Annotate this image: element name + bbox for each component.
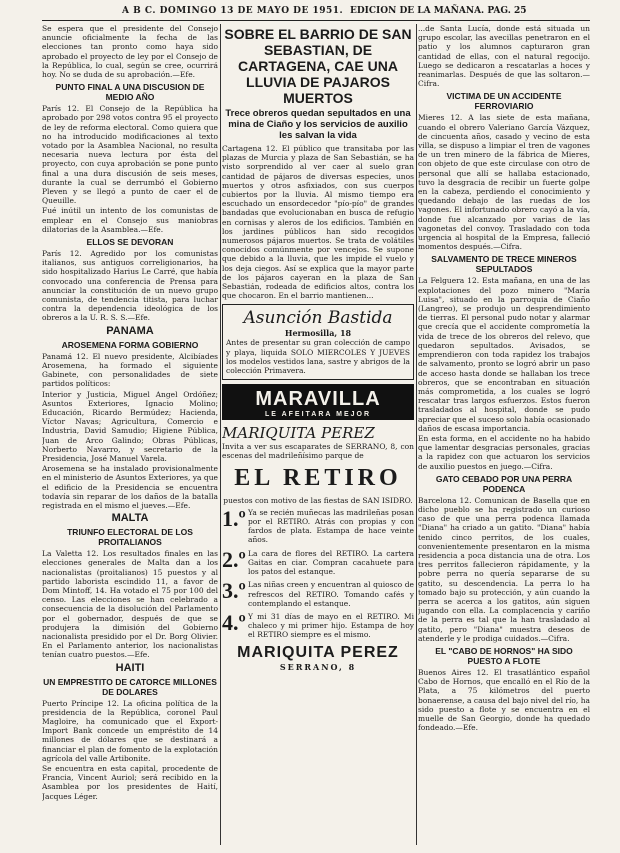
item-text: La cara de flores del RETIRO. La cartera Gaitas en ciar. Compran cacahuete para los patos del estanque. — [248, 548, 414, 577]
article-body: Arosemena se ha instalado provisionalmente en el ministerio de Asuntos Exteriores, ya que el edificio de la Presidencia se encuentra todavía sin reparar de los daños de la batalla registrada en el mismo el jueves.—Efe. — [42, 464, 218, 510]
ad-brand: MARAVILLA — [255, 388, 381, 411]
article-body: París 12. El Consejo de la República ha aprobado por 298 votos contra 95 el proyecto de ley de reforma electoral. Como quiera que no ha introducido modificaciones al texto votado por la Asamblea Nacional, no resulta necesaria nueva lectura por ésta del proyecto, con cuya aprobación se pone punto final a una dura discusión de seis meses, durante la cual se derrumbó el Gobierno Pleven y se llegó a punto de caer el de Queuille. — [42, 104, 218, 206]
item-text: Las niñas creen y encuentran al quiosco de refrescos del RETIRO. Tomando cafés y contemplando el estanque. — [248, 580, 414, 608]
section-title: HAITI — [115, 661, 145, 674]
column-left — [42, 24, 218, 845]
ad-lead: puestos con motivo de las fiestas de SAN ISIDRO. — [223, 495, 413, 505]
page-header — [0, 0, 620, 22]
section-title: PANAMA — [106, 324, 154, 337]
headline: TRIUNFO ELECTORAL DE LOS PROITALIANOS — [67, 527, 193, 548]
item-number: 3.º — [222, 578, 246, 604]
column-right — [418, 24, 590, 845]
headline: UN EMPRESTITO DE CATORCE MILLONES DE DOLARES — [43, 676, 217, 697]
column-center — [222, 24, 414, 845]
ad-maravilla — [222, 384, 414, 420]
ad-brand: MARIQUITA PEREZ — [222, 424, 375, 443]
article-intro: ...de Santa Lucía, donde está situada un grupo escolar, las avecillas penetraron en el patio y los alumnos capturaron gran cantidad de ellas, con el natural regocijo. Luego se dedicaron a rescatarlas a hoces y reanimarlas. Después de que las soltaron.—Cifra. — [418, 24, 590, 89]
item-number: 2.º — [222, 546, 246, 572]
article-body: En esta forma, en el accidente no ha habido que lamentar desgracias personales, gracias a la rapidez con que actuaron los servicios de auxilio puestos en juego.—Cifra. — [418, 433, 590, 471]
article-body: Se encuentra en esta capital, procedente de Francia, Vincent Auriol; será recibido en la Asamblea por los presidentes de Haití, Jacques Léger. — [42, 764, 218, 801]
header-rule — [42, 20, 590, 21]
headline: ELLOS SE DEVORAN — [86, 237, 174, 248]
article-body: Buenos Aires 12. El trasatlántico español Cabo de Hornos, que encalló en el Río de la Plata, a 75 kilómetros del puerto bonaerense, a causa del bajo nivel del río, ha sido puesto a flote y se encuentra en el muelle de San Georgio, donde ha quedado fondeado.—Efe. — [418, 667, 590, 733]
item-number: 1.º — [222, 505, 246, 531]
column-divider — [416, 24, 417, 845]
main-headline: SOBRE EL BARRIO DE SAN SEBASTIAN, DE CARTAGENA, CAE UNA LLUVIA DE PAJAROS MUERTOS — [224, 26, 412, 106]
article-body: Panamá 12. El nuevo presidente, Alcibíades Arosemena, ha formado el siguiente Gabinete, con personalidades de siete partidos políticos: — [42, 351, 218, 389]
ad-text: Invita a ver sus escaparates de SERRANO, 8, con escenas del madrileñísimo parque de — [222, 442, 414, 461]
section-title: MALTA — [111, 512, 149, 525]
ad-tagline: LE AFEITARA MEJOR — [264, 411, 372, 419]
article-body: Interior y Justicia, Miguel Angel Ordóñez; Asuntos Exteriores, Ignacio Molino; Educación, Ricardo Bermúdez; Hacienda, Víctor Navas; Agricultura, Comercio e Industria, David Samudio; Higiene Pública, Juan de Arco Galindo; Obras Públicas, Norberto Navarro, y secretario de la Presidencia, José Manuel Varela. — [42, 389, 218, 463]
article-body: Fué inútil un intento de los comunistas de emplear en el Consejo sus maniobras dilatorias de la Asamblea.—Efe. — [42, 206, 218, 234]
headline: AROSEMENA FORMA GOBIERNO — [61, 339, 199, 350]
item-text: Y mi 31 días de mayo en el RETIRO. Mi chaleco y mi primer hijo. Estampa de hoy el RETIRO siempre es el mismo. — [248, 611, 414, 640]
article-body: Cartagena 12. El público que transitaba por las plazas de Murcia y plaza de San Sebastián, se ha visto sorprendido al ver caer al suelo gran cantidad de pájaros de diversas especies, unos muertos y otros asfixiados, con sus cuerpos cubiertos por la lluvia. Al mismo tiempo era escuchado un ensordecedor "pío-pío" de grandes bandadas que evolucionaban en busca de refugio en cornisas y aleros de los edificios. También en los jardines públicos han sido recogidos numerosos pájaros muertos. Se trata de volátiles conocidos comúnmente por vencejos. Se supone que debido a la lluvia, que les impide el vuelo y los deja ciegos. Así se explica que la mayor parte de los pájaros cayeran en la plaza de San Sebastián, rodeada de edificios altos, contra los que chocaron. En el barrio mantienen... — [222, 144, 414, 301]
article-body: Mieres 12. A las siete de esta mañana, cuando el obrero Valeriano García Vázquez, de cincuenta años, casado y vecino de esta villa, se dispuso a limpiar el tren de vagones de un tren minero de la fábrica de Mieres, con objeto de que este circulase con otro de personal que allí se hallaba estacionado, tuvo la desgracia de recibir un fuerte golpe en la cabeza, perdiendo el conocimiento y quedando debajo de las ruedas de los vagones. El infortunado obrero cayó a la vía, donde fue alcanzado por varias de las vagonetas del convoy. Trasladado con toda urgencia al hospital de la Empresa, falleció momentos después.—Cifra. — [418, 113, 590, 252]
list-item — [222, 580, 414, 609]
ad-title: EL RETIRO — [234, 464, 402, 491]
ad-brand: Asunción Bastida — [243, 308, 393, 329]
ad-text: Antes de presentar su gran colección de campo y playa, liquida SOLO MIERCOLES Y JUEVES los modelos vestidos lana, sastre y abrigos de la colección Primavera. — [226, 338, 410, 376]
article-body: Barcelona 12. Comunican de Basella que en dicho pueblo se ha registrado un curioso caso de que una perra podenca llamada "Diana" ha criado a un gatito. "Diana" había tenido cinco perritos, de los cuales, convenientemente presentaron en la misma residencia a poca distancia una de otra. Los tres perritos fallecieron rápidamente, y la pobre perra no quería separarse de su gatito, su descendencia. La perra lo ha tomado bajo su protección, y aún cuando la perra se acerca a los gatitos, aún siguen jugando con ella. La complacencia y cariño de la perra es tal que la han trasladado al gatito, pero "Diana" muestra deseos de atenderle y le prodiga cuidados.—Cifra. — [418, 495, 590, 643]
item-number: 4.º — [222, 609, 246, 635]
article-body: La Valetta 12. Los resultados finales en las elecciones generales de Malta dan a los nacionalistas (proitalianos) 15 puestos y al partido laborista escindido 11, a favor de Dom Mintoff, 14. Ha votado el 75 por 100 del censo. Las elecciones se han celebrado a consecuencia de la disolución del Parlamento por el gobernador, después de que se produjera la dimisión del Gobierno nacionalista presidido por el Dr. Borg Olivier. En el Parlamento anterior, los nacionalistas tenían cuatro puestos.—Efe. — [42, 549, 218, 660]
headline: GATO CEBADO POR UNA PERRA PODENCA — [435, 473, 573, 494]
header-edition: EDICION DE LA MAÑANA. PAG. 25 — [350, 6, 527, 16]
item-text: Ya se recién muñecas las madrileñas posan por el RETIRO. Atrás con propias y con fardos de plata. Estampa de hace veinte años. — [248, 507, 414, 545]
headline: EL "CABO DE HORNOS" HA SIDO PUESTO A FLOTE — [435, 645, 573, 666]
ad-address: SERRANO, 8 — [279, 661, 357, 672]
article-body: La Felguera 12. Esta mañana, en una de las explotaciones del pozo minero "María Luisa", situado en la parroquia de Ciaño (Langreo), se produjo un desprendimiento de tierras. El personal pudo notar y alarmar que crecía que el accidente comprometía la vida de trece de los obreros del relevo, que quedaron sepultados. Avisados, se emprendieron con toda rapidez los trabajos de salvamento, pronto se logró abrir un paso de acceso hasta donde se hallaban los trece obreros, que se encontraban en situación más comprometida, a los cuales se logró rescatar tras largos esfuerzos. Estos fueron trasladados al hospital, donde se pudo apreciar que el suceso solo había ocasionado daños de escasa importancia. — [418, 276, 590, 433]
list-item — [222, 505, 414, 546]
ad-address: Hermosilla, 18 — [284, 328, 352, 339]
headline: VICTIMA DE UN ACCIDENTE FERROVIARIO — [446, 91, 562, 112]
list-item — [222, 609, 414, 641]
article-intro: Se espera que el presidente del Consejo anuncie oficialmente la fecha de las elecciones tan pronto como haya sido aprobado el proyecto de ley por el Consejo de la República, lo cual, según se cree, ocurrirá hoy. No se duda de su aprobación.—Efe. — [42, 24, 218, 80]
ad-mariquita-perez — [222, 424, 414, 671]
ad-signature: MARIQUITA PEREZ — [237, 643, 399, 661]
header-date: A B C. DOMINGO 13 DE MAYO DE 1951. — [122, 6, 344, 16]
headline: PUNTO FINAL A UNA DISCUSION DE MEDIO AÑO — [55, 82, 205, 103]
list-item — [222, 546, 414, 578]
headline: SALVAMENTO DE TRECE MINEROS SEPULTADOS — [431, 254, 577, 275]
column-divider — [220, 24, 221, 845]
article-body: Puerto Príncipe 12. La oficina política de la presidencia de la República, coronel Paul Magloire, ha comunicado que el Export-Import Bank concede un empréstito de 14 millones de dólares que se destinará a financiar el plan de fomento de la explotación agrícola del valle Artibonite. — [42, 698, 218, 763]
article-body: París 12. Agredido por los comunistas italianos, sus antiguos correligionarios, ha sido hospitalizado Harius Le Carré, que había convocado una conferencia de Prensa para anunciar la constitución de un nuevo grupo comunista, de tendencia titista, para luchar contra la dependencia ideológica de los obreros a la U. R. S. S.—Efe. — [42, 249, 218, 323]
ad-asuncion-bastida — [222, 304, 414, 380]
subheadline: Trece obreros quedan sepultados en una mina de Ciaño y los servicios de auxilio les salvan la vida — [225, 108, 411, 141]
